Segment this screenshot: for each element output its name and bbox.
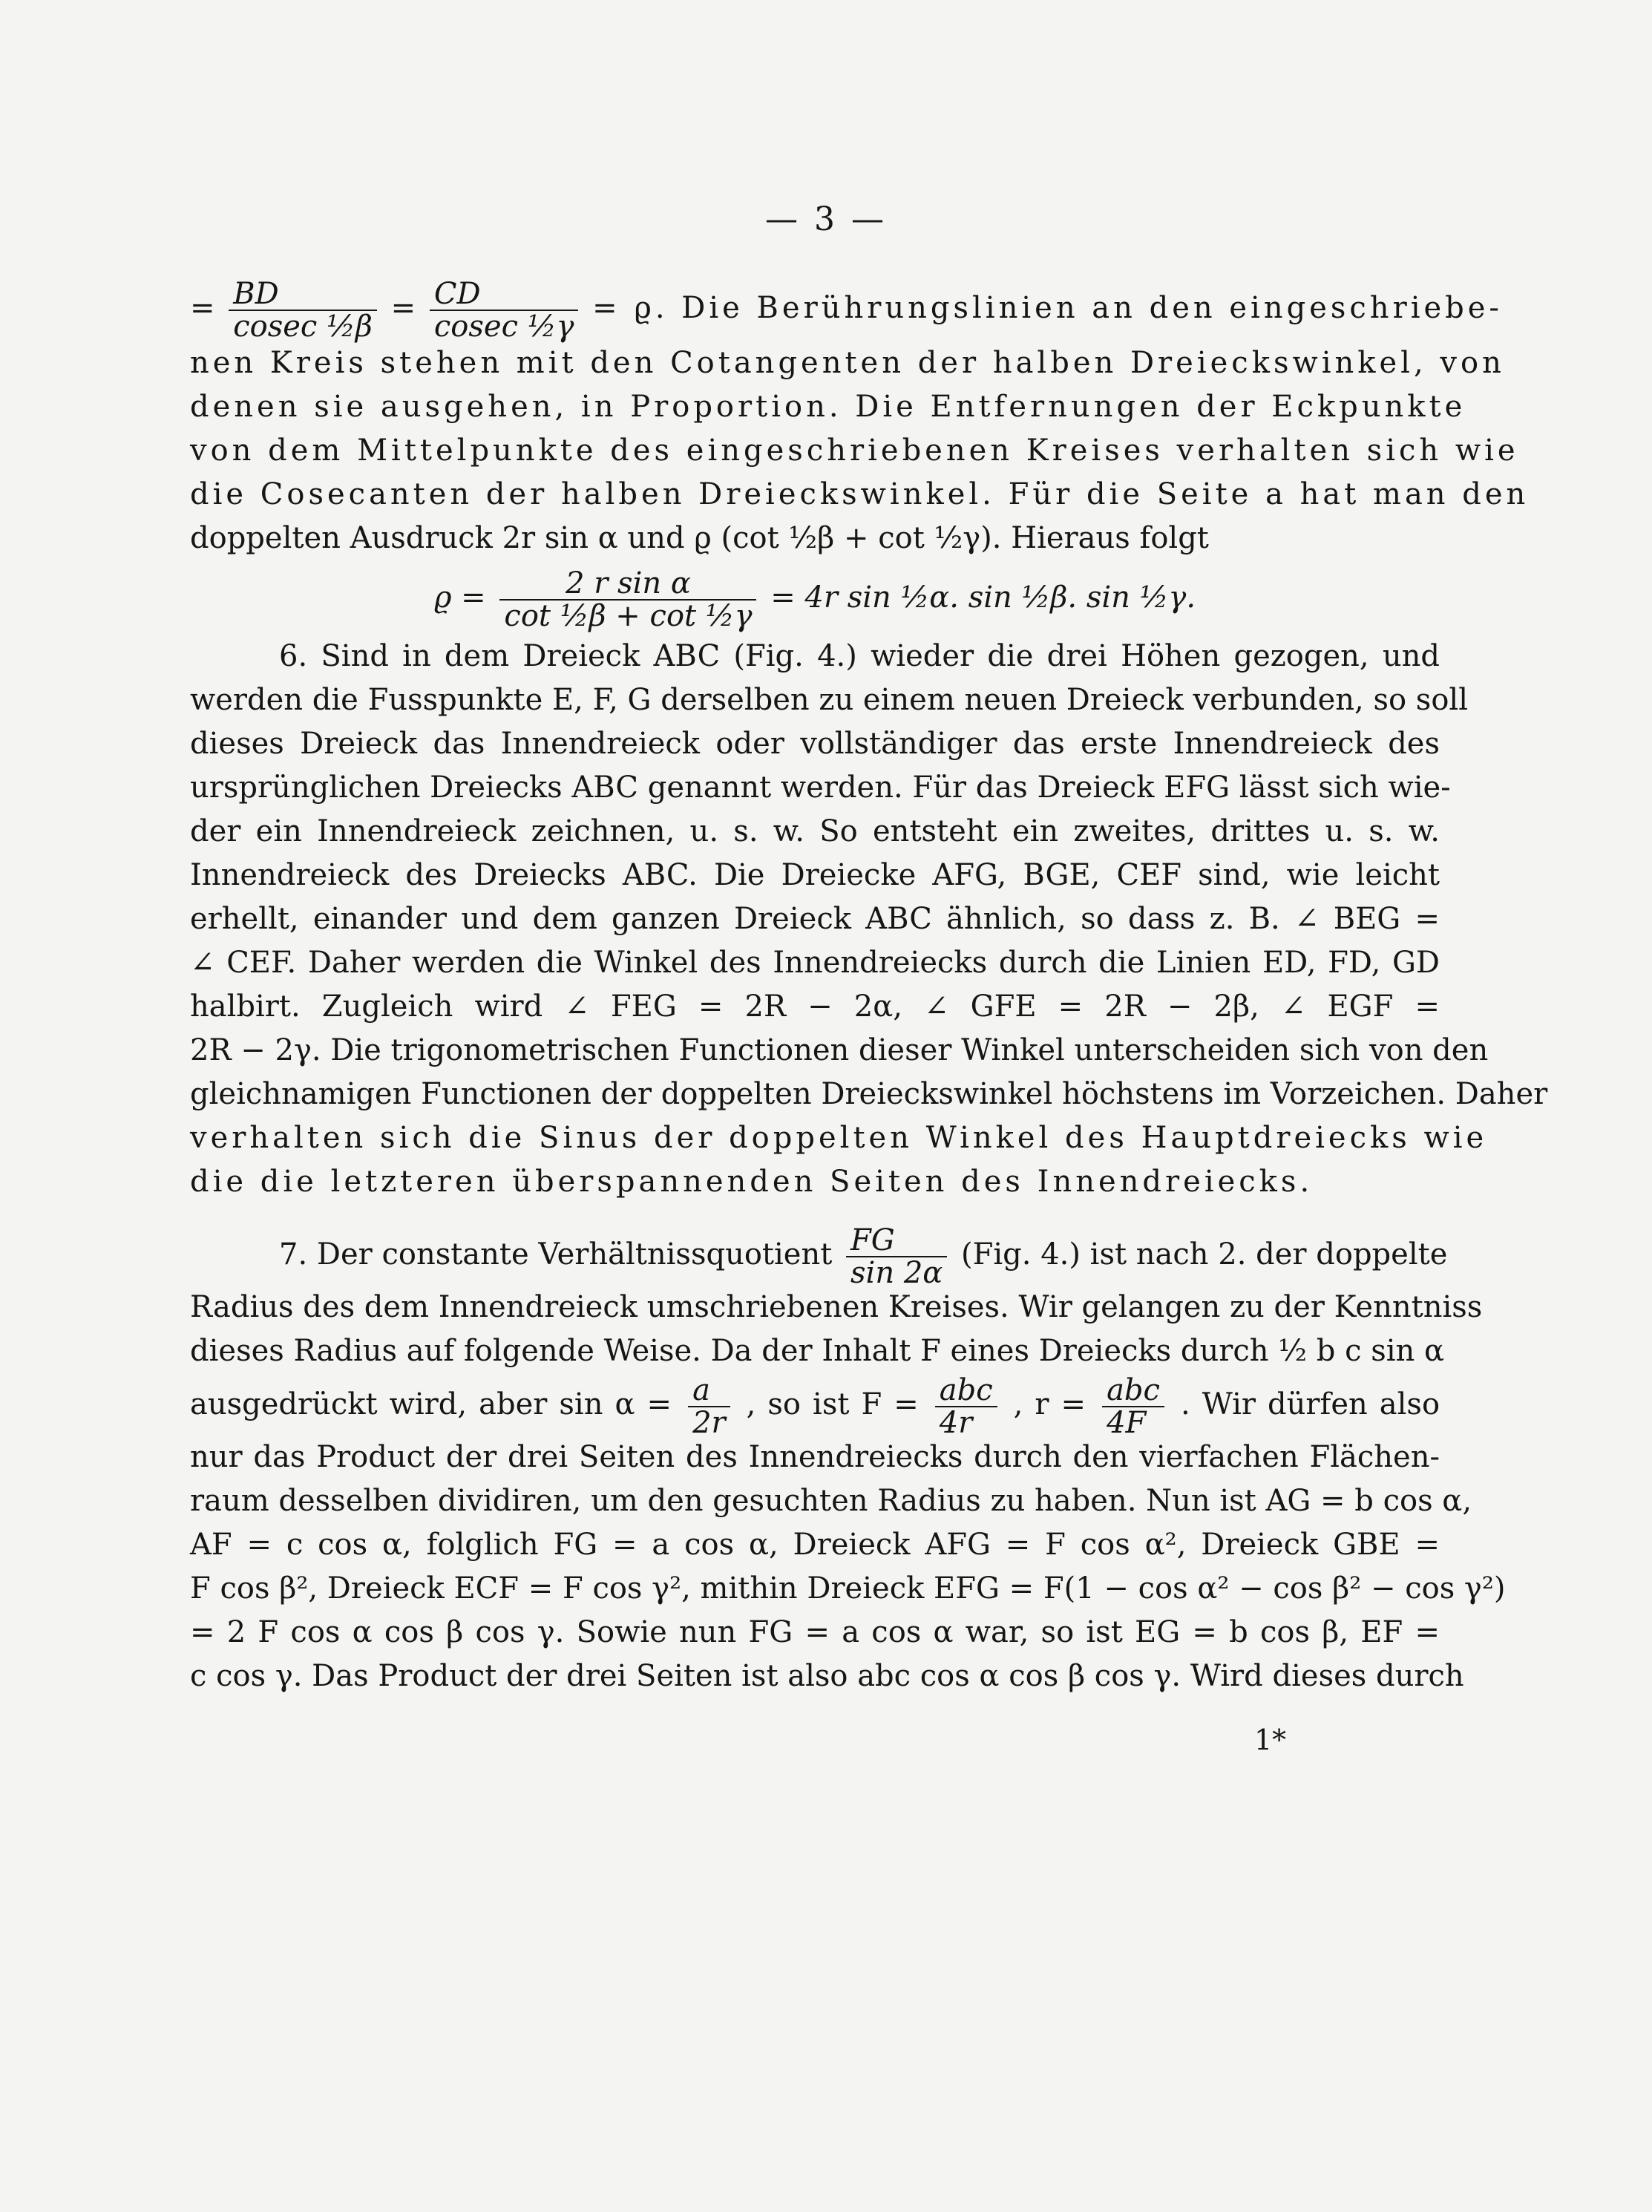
body-text [190,275,1548,1698]
para7-line-5: nur das Product der drei Seiten des Innendreiecks durch den vierfachen Flächen- [190,1440,1440,1474]
para6-line-6: Innendreieck des Dreiecks ABC. Die Dreiecke AFG, BGE, CEF sind, wie leicht [190,858,1440,892]
para6-line-2: werden die Fusspunkte E, F, G derselben zu einem neuen Dreieck verbunden, so soll [190,683,1468,717]
fraction-cd: $\frac{CD}{\text{cosec ½γ}}$ [430,278,578,342]
para7-line-10: c cos γ. Das Product der drei Seiten ist also abc cos α cos β cos γ. Wird dieses durch [190,1659,1464,1693]
para7-line-4: ausgedrückt wird, aber sin α = $\frac{a}{2r}$ , so ist F = $\frac{\text{abc}}{4r}$ , r = $\frac{\text{abc}}{4F}$ . Wir dürfen also [190,1373,1440,1440]
para6-line-12: verhalten sich die Sinus der doppelten Winkel des Hauptdreiecks wie [190,1121,1488,1155]
para6-line-9: halbirt. Zugleich wird ∠ FEG = 2R − 2α, ∠ GFE = 2R − 2β, ∠ EGF = [190,989,1440,1024]
signature-mark: 1* [1254,1724,1287,1756]
para7-line-3: dieses Radius auf folgende Weise. Da der Inhalt F eines Dreiecks durch ½ b c sin α [190,1334,1444,1368]
fraction-rho: $\frac{\text{2 r sin α}}{\text{cot ½β + cot ½γ}}$ [499,568,756,632]
para6-line-7: erhellt, einander und dem ganzen Dreieck ABC ähnlich, so dass z. B. ∠ BEG = [190,902,1440,936]
para6-line-5: der ein Innendreieck zeichnen, u. s. w. So entsteht ein zweites, drittes u. s. w. [190,814,1440,848]
line-3: denen sie ausgehen, in Proportion. Die Entfernungen der Eckpunkte [190,390,1466,424]
line-1 [190,275,1503,344]
para7-line-2: Radius des dem Innendreieck umschriebenen Kreises. Wir gelangen zu der Kenntniss [190,1290,1483,1324]
para6-line-13: die die letzteren überspannenden Seiten des Innendreiecks. [190,1165,1314,1199]
para6-line-11: gleichnamigen Functionen der doppelten Dreieckswinkel höchstens im Vorzeichen. Daher [190,1077,1548,1111]
para7-line-1: 7. Der constante Verhältnissquotient $\frac{FG}{\sin 2\alpha}$ (Fig. 4.) ist nach 2. der doppelte [279,1223,1448,1290]
para7-line-7: AF = c cos α, folglich FG = a cos α, Dreieck AFG = F cos α², Dreieck GBE = [190,1528,1440,1562]
equation-rho: ϱ = $\frac{\text{2 r sin α}}{\text{cot ½β + cot ½γ}}$ = 4r sin ½α. sin ½β. sin ½γ. [433,566,1196,633]
para6-line-1: 6. Sind in dem Dreieck ABC (Fig. 4.) wieder die drei Höhen gezogen, und [279,639,1440,673]
line-5: die Cosecanten der halben Dreieckswinkel. Für die Seite a hat man den [190,477,1530,511]
line-6: doppelten Ausdruck 2r sin α und ϱ (cot ½β + cot ½γ). Hieraus folgt [190,521,1209,555]
page-number: — 3 — [765,200,887,238]
fraction-fg-sin: $\frac{FG}{\sin 2\alpha}$ [846,1225,947,1289]
para6-line-10: 2R − 2γ. Die trigonometrischen Functionen dieser Winkel unterscheiden sich von den [190,1033,1489,1067]
para7-line-8: F cos β², Dreieck ECF = F cos γ², mithin Dreieck EFG = F(1 − cos α² − cos β² − cos γ²) [190,1571,1506,1606]
para7-line-6: raum desselben dividiren, um den gesuchten Radius zu haben. Nun ist AG = b cos α, [190,1484,1472,1518]
line-2: nen Kreis stehen mit den Cotangenten der halben Dreieckswinkel, von [190,346,1505,380]
fraction-a-2r: $\frac{a}{2r}$ [688,1375,730,1439]
fraction-abc-4r: $\frac{\text{abc}}{4r}$ [935,1375,997,1439]
fraction-abc-4f: $\frac{\text{abc}}{4F}$ [1102,1375,1164,1439]
paragraph-gap [190,1204,1440,1223]
line-1-text: = ϱ. Die Berührungslinien an den eingeschriebe- [592,291,1503,325]
equals-sign: = [190,291,215,325]
para6-line-3: dieses Dreieck das Innendreieck oder vollständiger das erste Innendreieck des [190,727,1440,761]
para6-line-8: ∠ CEF. Daher werden die Winkel des Innendreiecks durch die Linien ED, FD, GD [190,946,1440,980]
para7-line-9: = 2 F cos α cos β cos γ. Sowie nun FG = a cos α war, so ist EG = b cos β, EF = [190,1615,1440,1649]
para6-line-4: ursprünglichen Dreiecks ABC genannt werden. Für das Dreieck EFG lässt sich wie- [190,770,1451,805]
equals-sign: = [390,291,416,325]
fraction-bd: $\frac{BD}{\text{cosec ½β}}$ [229,278,377,342]
line-4: von dem Mittelpunkte des eingeschriebenen Kreises verhalten sich wie [190,433,1519,468]
